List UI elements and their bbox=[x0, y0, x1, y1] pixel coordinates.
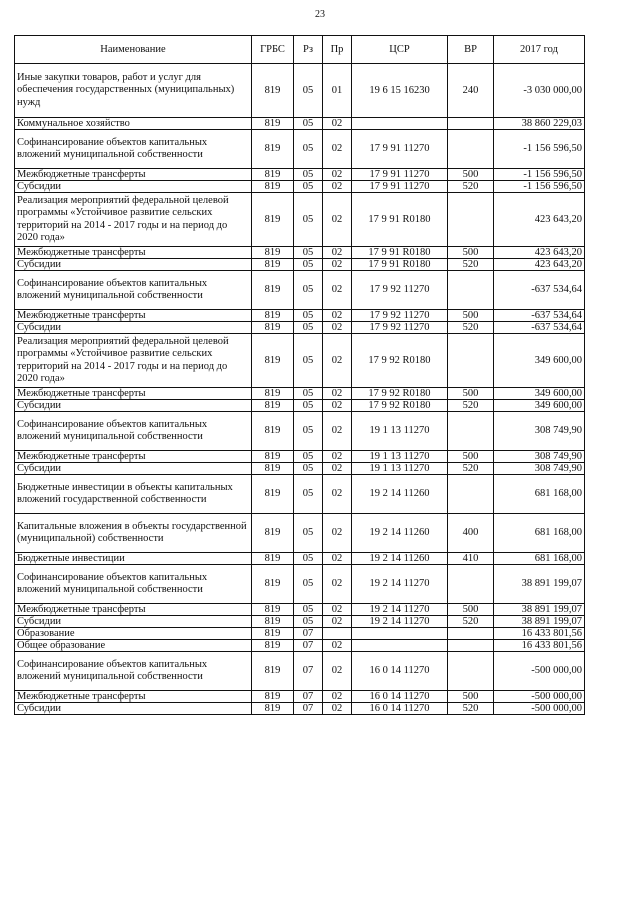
cell-grbs: 819 bbox=[252, 334, 294, 388]
cell-vr: 500 bbox=[448, 451, 494, 463]
cell-rz: 05 bbox=[294, 193, 323, 247]
cell-pr: 02 bbox=[323, 334, 352, 388]
cell-name: Бюджетные инвестиции bbox=[15, 553, 252, 565]
cell-name: Коммунальное хозяйство bbox=[15, 118, 252, 130]
cell-vr: 520 bbox=[448, 400, 494, 412]
cell-pr: 02 bbox=[323, 703, 352, 715]
header-grbs: ГРБС bbox=[252, 36, 294, 64]
cell-rz: 05 bbox=[294, 388, 323, 400]
cell-amount: 349 600,00 bbox=[494, 334, 585, 388]
table-row bbox=[15, 130, 585, 169]
cell-amount: 423 643,20 bbox=[494, 259, 585, 271]
cell-name: Софинансирование объектов капитальных вложений муниципальной собственности bbox=[15, 130, 252, 169]
cell-name: Софинансирование объектов капитальных вложений муниципальной собственности bbox=[15, 271, 252, 310]
cell-amount: -637 534,64 bbox=[494, 322, 585, 334]
cell-grbs: 819 bbox=[252, 400, 294, 412]
cell-pr: 02 bbox=[323, 388, 352, 400]
cell-name: Реализация мероприятий федеральной целевой программы «Устойчивое развитие сельских территорий на 2014 - 2017 годы и на период до 2020 года» bbox=[15, 334, 252, 388]
cell-amount: 38 860 229,03 bbox=[494, 118, 585, 130]
budget-table bbox=[14, 35, 585, 715]
cell-csr: 19 6 15 16230 bbox=[352, 64, 448, 118]
cell-amount: 308 749,90 bbox=[494, 451, 585, 463]
cell-vr: 500 bbox=[448, 604, 494, 616]
cell-pr: 02 bbox=[323, 193, 352, 247]
header-vr: ВР bbox=[448, 36, 494, 64]
cell-amount: 681 168,00 bbox=[494, 553, 585, 565]
cell-amount: 16 433 801,56 bbox=[494, 628, 585, 640]
cell-name: Бюджетные инвестиции в объекты капитальных вложений государственной собственности bbox=[15, 475, 252, 514]
table-row bbox=[15, 259, 585, 271]
cell-amount: 423 643,20 bbox=[494, 193, 585, 247]
cell-name: Софинансирование объектов капитальных вложений муниципальной собственности bbox=[15, 652, 252, 691]
cell-name: Субсидии bbox=[15, 703, 252, 715]
cell-amount: -3 030 000,00 bbox=[494, 64, 585, 118]
cell-pr: 02 bbox=[323, 247, 352, 259]
cell-rz: 05 bbox=[294, 310, 323, 322]
table-row bbox=[15, 565, 585, 604]
cell-csr: 17 9 91 R0180 bbox=[352, 259, 448, 271]
table-row bbox=[15, 628, 585, 640]
table-row bbox=[15, 181, 585, 193]
cell-rz: 07 bbox=[294, 628, 323, 640]
cell-grbs: 819 bbox=[252, 181, 294, 193]
page-number: 23 bbox=[315, 9, 325, 20]
cell-vr: 500 bbox=[448, 169, 494, 181]
cell-vr bbox=[448, 118, 494, 130]
cell-grbs: 819 bbox=[252, 412, 294, 451]
cell-amount: -1 156 596,50 bbox=[494, 181, 585, 193]
cell-vr bbox=[448, 412, 494, 451]
cell-pr: 02 bbox=[323, 514, 352, 553]
cell-name: Субсидии bbox=[15, 400, 252, 412]
cell-amount: 308 749,90 bbox=[494, 412, 585, 451]
cell-pr: 02 bbox=[323, 451, 352, 463]
cell-grbs: 819 bbox=[252, 463, 294, 475]
cell-grbs: 819 bbox=[252, 514, 294, 553]
cell-amount: 349 600,00 bbox=[494, 400, 585, 412]
cell-grbs: 819 bbox=[252, 169, 294, 181]
cell-name: Субсидии bbox=[15, 259, 252, 271]
cell-grbs: 819 bbox=[252, 703, 294, 715]
cell-grbs: 819 bbox=[252, 604, 294, 616]
cell-name: Межбюджетные трансферты bbox=[15, 169, 252, 181]
cell-name: Иные закупки товаров, работ и услуг для обеспечения государственных (муниципальных) нужд bbox=[15, 64, 252, 118]
cell-grbs: 819 bbox=[252, 64, 294, 118]
cell-amount: 38 891 199,07 bbox=[494, 616, 585, 628]
cell-name: Межбюджетные трансферты bbox=[15, 451, 252, 463]
cell-csr: 17 9 92 11270 bbox=[352, 310, 448, 322]
cell-csr bbox=[352, 118, 448, 130]
cell-amount: 308 749,90 bbox=[494, 463, 585, 475]
cell-pr: 02 bbox=[323, 118, 352, 130]
cell-csr: 17 9 92 11270 bbox=[352, 322, 448, 334]
cell-csr: 17 9 91 R0180 bbox=[352, 247, 448, 259]
cell-csr: 19 2 14 11270 bbox=[352, 604, 448, 616]
cell-rz: 05 bbox=[294, 322, 323, 334]
cell-grbs: 819 bbox=[252, 310, 294, 322]
cell-rz: 05 bbox=[294, 451, 323, 463]
cell-grbs: 819 bbox=[252, 475, 294, 514]
cell-rz: 05 bbox=[294, 400, 323, 412]
table-row bbox=[15, 400, 585, 412]
table-row bbox=[15, 652, 585, 691]
table-row bbox=[15, 322, 585, 334]
table-row bbox=[15, 475, 585, 514]
cell-amount: 349 600,00 bbox=[494, 388, 585, 400]
cell-rz: 05 bbox=[294, 475, 323, 514]
table-row bbox=[15, 388, 585, 400]
cell-csr: 17 9 91 11270 bbox=[352, 130, 448, 169]
cell-name: Образование bbox=[15, 628, 252, 640]
cell-csr: 19 2 14 11260 bbox=[352, 553, 448, 565]
table-row bbox=[15, 616, 585, 628]
cell-pr: 02 bbox=[323, 412, 352, 451]
cell-grbs: 819 bbox=[252, 616, 294, 628]
cell-rz: 05 bbox=[294, 130, 323, 169]
cell-grbs: 819 bbox=[252, 271, 294, 310]
cell-amount: 681 168,00 bbox=[494, 514, 585, 553]
cell-vr bbox=[448, 193, 494, 247]
cell-csr: 17 9 92 11270 bbox=[352, 271, 448, 310]
cell-name: Субсидии bbox=[15, 322, 252, 334]
table-row bbox=[15, 334, 585, 388]
cell-grbs: 819 bbox=[252, 553, 294, 565]
cell-csr: 16 0 14 11270 bbox=[352, 703, 448, 715]
cell-pr: 02 bbox=[323, 652, 352, 691]
cell-pr: 02 bbox=[323, 616, 352, 628]
cell-grbs: 819 bbox=[252, 259, 294, 271]
cell-vr bbox=[448, 271, 494, 310]
cell-pr: 02 bbox=[323, 640, 352, 652]
header-csr: ЦСР bbox=[352, 36, 448, 64]
cell-grbs: 819 bbox=[252, 130, 294, 169]
cell-csr: 19 1 13 11270 bbox=[352, 451, 448, 463]
cell-grbs: 819 bbox=[252, 118, 294, 130]
cell-rz: 05 bbox=[294, 604, 323, 616]
cell-amount: 16 433 801,56 bbox=[494, 640, 585, 652]
cell-name: Субсидии bbox=[15, 181, 252, 193]
table-row bbox=[15, 412, 585, 451]
cell-amount: 38 891 199,07 bbox=[494, 565, 585, 604]
table-row bbox=[15, 310, 585, 322]
cell-csr: 19 1 13 11270 bbox=[352, 412, 448, 451]
cell-name: Софинансирование объектов капитальных вложений муниципальной собственности bbox=[15, 412, 252, 451]
cell-rz: 05 bbox=[294, 247, 323, 259]
cell-name: Межбюджетные трансферты bbox=[15, 388, 252, 400]
table-row bbox=[15, 703, 585, 715]
cell-vr bbox=[448, 565, 494, 604]
cell-grbs: 819 bbox=[252, 628, 294, 640]
cell-csr: 19 2 14 11260 bbox=[352, 475, 448, 514]
cell-grbs: 819 bbox=[252, 640, 294, 652]
cell-vr: 410 bbox=[448, 553, 494, 565]
cell-rz: 07 bbox=[294, 691, 323, 703]
cell-rz: 05 bbox=[294, 169, 323, 181]
table-row bbox=[15, 553, 585, 565]
cell-grbs: 819 bbox=[252, 565, 294, 604]
cell-rz: 05 bbox=[294, 271, 323, 310]
cell-name: Межбюджетные трансферты bbox=[15, 247, 252, 259]
cell-name: Межбюджетные трансферты bbox=[15, 604, 252, 616]
cell-grbs: 819 bbox=[252, 322, 294, 334]
table-row bbox=[15, 691, 585, 703]
cell-csr: 17 9 91 11270 bbox=[352, 181, 448, 193]
cell-rz: 05 bbox=[294, 514, 323, 553]
table-row bbox=[15, 118, 585, 130]
cell-rz: 05 bbox=[294, 181, 323, 193]
cell-vr bbox=[448, 652, 494, 691]
cell-grbs: 819 bbox=[252, 193, 294, 247]
cell-pr: 02 bbox=[323, 400, 352, 412]
table-row bbox=[15, 514, 585, 553]
cell-pr: 02 bbox=[323, 463, 352, 475]
table-row bbox=[15, 640, 585, 652]
cell-pr: 02 bbox=[323, 271, 352, 310]
cell-name: Межбюджетные трансферты bbox=[15, 310, 252, 322]
cell-pr: 02 bbox=[323, 310, 352, 322]
table-row bbox=[15, 247, 585, 259]
cell-name: Субсидии bbox=[15, 616, 252, 628]
cell-csr: 17 9 92 R0180 bbox=[352, 400, 448, 412]
cell-pr: 02 bbox=[323, 475, 352, 514]
cell-amount: 681 168,00 bbox=[494, 475, 585, 514]
cell-pr: 02 bbox=[323, 691, 352, 703]
cell-rz: 05 bbox=[294, 412, 323, 451]
cell-vr: 500 bbox=[448, 310, 494, 322]
cell-rz: 05 bbox=[294, 64, 323, 118]
cell-rz: 07 bbox=[294, 703, 323, 715]
cell-csr: 19 1 13 11270 bbox=[352, 463, 448, 475]
cell-name: Субсидии bbox=[15, 463, 252, 475]
header-name: Наименование bbox=[15, 36, 252, 64]
cell-pr: 02 bbox=[323, 169, 352, 181]
cell-vr: 520 bbox=[448, 703, 494, 715]
cell-vr: 520 bbox=[448, 463, 494, 475]
cell-vr: 400 bbox=[448, 514, 494, 553]
cell-csr: 17 9 92 R0180 bbox=[352, 334, 448, 388]
cell-pr: 02 bbox=[323, 553, 352, 565]
cell-csr bbox=[352, 640, 448, 652]
cell-vr: 520 bbox=[448, 322, 494, 334]
table-row bbox=[15, 271, 585, 310]
cell-rz: 07 bbox=[294, 652, 323, 691]
cell-pr: 02 bbox=[323, 130, 352, 169]
cell-vr bbox=[448, 640, 494, 652]
table-row bbox=[15, 193, 585, 247]
cell-name: Общее образование bbox=[15, 640, 252, 652]
cell-csr bbox=[352, 628, 448, 640]
cell-pr: 01 bbox=[323, 64, 352, 118]
cell-vr bbox=[448, 334, 494, 388]
cell-vr: 520 bbox=[448, 616, 494, 628]
cell-csr: 17 9 91 11270 bbox=[352, 169, 448, 181]
cell-amount: -500 000,00 bbox=[494, 703, 585, 715]
cell-name: Капитальные вложения в объекты государственной (муниципальной) собственности bbox=[15, 514, 252, 553]
cell-grbs: 819 bbox=[252, 247, 294, 259]
cell-csr: 19 2 14 11270 bbox=[352, 565, 448, 604]
cell-amount: -637 534,64 bbox=[494, 310, 585, 322]
cell-name: Реализация мероприятий федеральной целевой программы «Устойчивое развитие сельских территорий на 2014 - 2017 годы и на период до 2020 года» bbox=[15, 193, 252, 247]
cell-amount: 38 891 199,07 bbox=[494, 604, 585, 616]
table-body bbox=[15, 64, 585, 715]
cell-pr: 02 bbox=[323, 322, 352, 334]
cell-csr: 17 9 91 R0180 bbox=[352, 193, 448, 247]
cell-rz: 05 bbox=[294, 259, 323, 271]
cell-vr bbox=[448, 130, 494, 169]
cell-pr bbox=[323, 628, 352, 640]
table-row bbox=[15, 169, 585, 181]
cell-amount: -637 534,64 bbox=[494, 271, 585, 310]
cell-vr: 520 bbox=[448, 181, 494, 193]
cell-vr bbox=[448, 475, 494, 514]
table-row bbox=[15, 64, 585, 118]
table-row bbox=[15, 604, 585, 616]
cell-rz: 05 bbox=[294, 553, 323, 565]
cell-amount: -500 000,00 bbox=[494, 652, 585, 691]
cell-rz: 07 bbox=[294, 640, 323, 652]
cell-rz: 05 bbox=[294, 463, 323, 475]
cell-csr: 16 0 14 11270 bbox=[352, 691, 448, 703]
cell-csr: 17 9 92 R0180 bbox=[352, 388, 448, 400]
table-header-row bbox=[15, 36, 585, 64]
table-row bbox=[15, 463, 585, 475]
cell-amount: -1 156 596,50 bbox=[494, 169, 585, 181]
cell-rz: 05 bbox=[294, 334, 323, 388]
header-year: 2017 год bbox=[494, 36, 585, 64]
cell-grbs: 819 bbox=[252, 652, 294, 691]
cell-amount: -1 156 596,50 bbox=[494, 130, 585, 169]
cell-pr: 02 bbox=[323, 604, 352, 616]
cell-grbs: 819 bbox=[252, 451, 294, 463]
cell-csr: 16 0 14 11270 bbox=[352, 652, 448, 691]
cell-vr: 500 bbox=[448, 691, 494, 703]
cell-pr: 02 bbox=[323, 259, 352, 271]
cell-vr: 500 bbox=[448, 388, 494, 400]
cell-csr: 19 2 14 11270 bbox=[352, 616, 448, 628]
cell-amount: -500 000,00 bbox=[494, 691, 585, 703]
cell-rz: 05 bbox=[294, 118, 323, 130]
cell-csr: 19 2 14 11260 bbox=[352, 514, 448, 553]
header-pr: Пр bbox=[323, 36, 352, 64]
cell-pr: 02 bbox=[323, 181, 352, 193]
cell-name: Софинансирование объектов капитальных вложений муниципальной собственности bbox=[15, 565, 252, 604]
cell-rz: 05 bbox=[294, 616, 323, 628]
header-rz: Рз bbox=[294, 36, 323, 64]
cell-vr: 240 bbox=[448, 64, 494, 118]
cell-vr bbox=[448, 628, 494, 640]
cell-pr: 02 bbox=[323, 565, 352, 604]
cell-rz: 05 bbox=[294, 565, 323, 604]
cell-grbs: 819 bbox=[252, 691, 294, 703]
cell-grbs: 819 bbox=[252, 388, 294, 400]
cell-vr: 520 bbox=[448, 259, 494, 271]
cell-amount: 423 643,20 bbox=[494, 247, 585, 259]
cell-name: Межбюджетные трансферты bbox=[15, 691, 252, 703]
cell-vr: 500 bbox=[448, 247, 494, 259]
table-row bbox=[15, 451, 585, 463]
